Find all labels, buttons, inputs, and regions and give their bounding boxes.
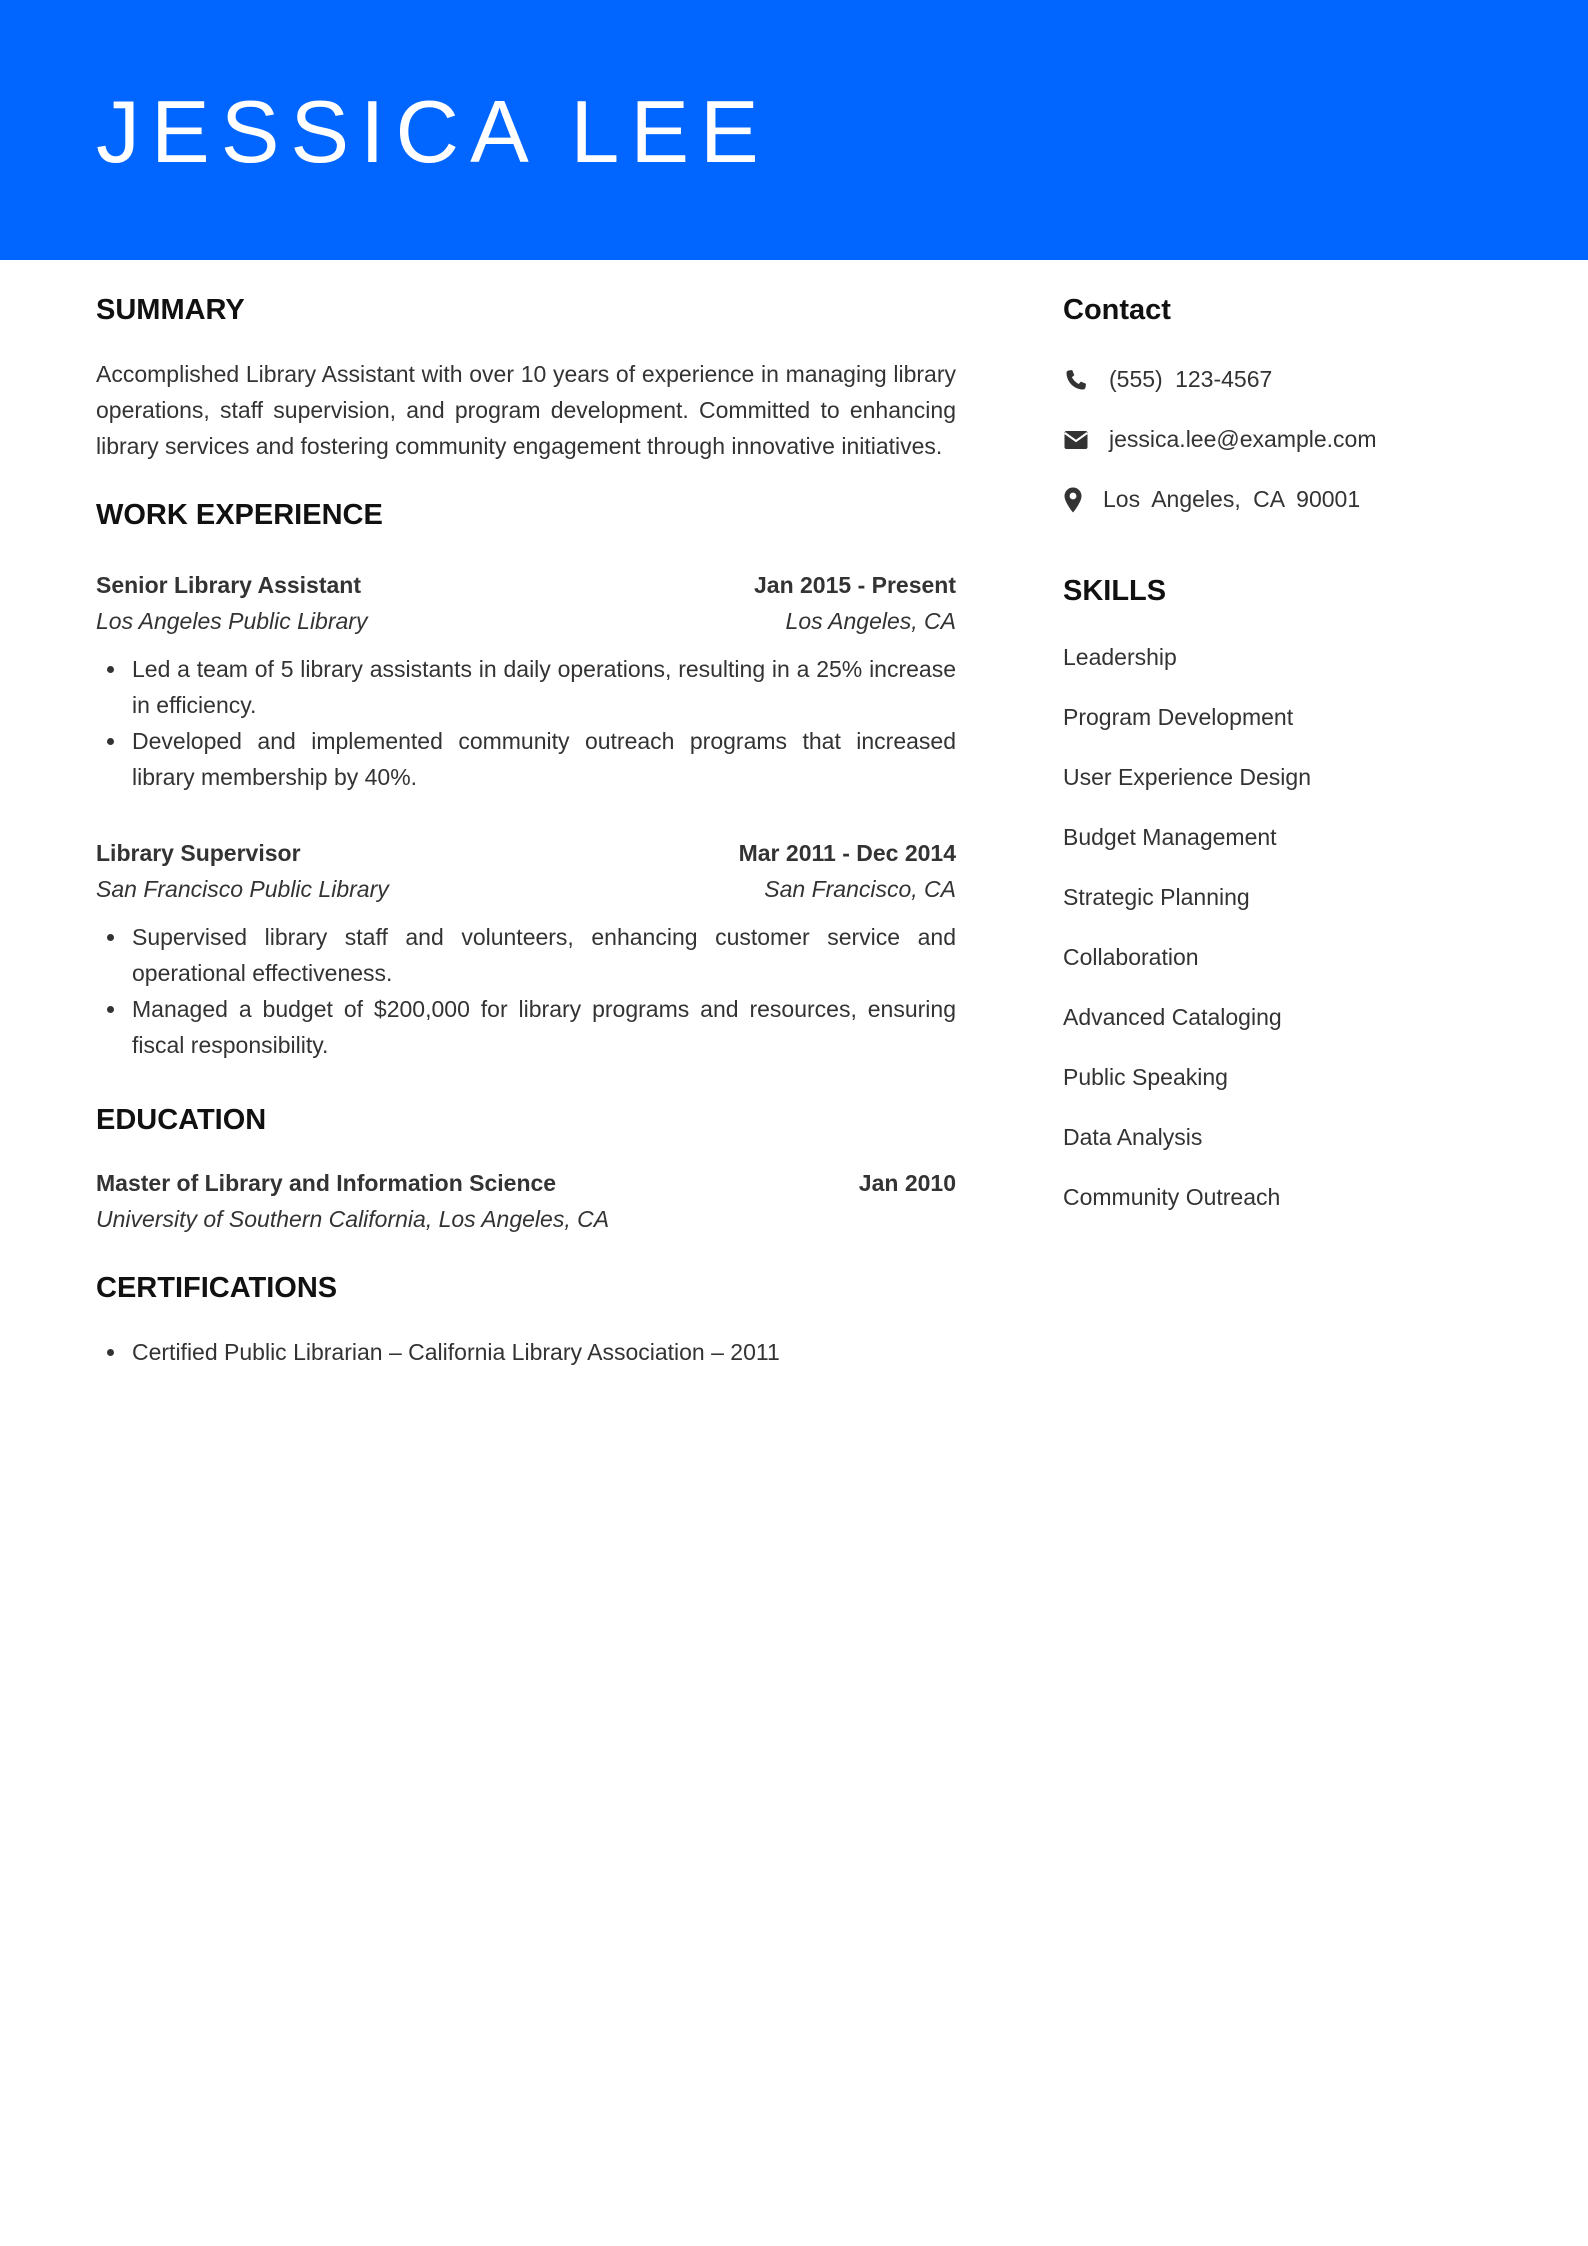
contact-email-text: jessica.lee@example.com xyxy=(1109,426,1377,453)
sidebar-column xyxy=(1063,260,1503,1239)
education-entry xyxy=(96,1165,956,1237)
job-entry xyxy=(96,567,956,795)
contact-phone-text: (555) 123-4567 xyxy=(1109,366,1273,393)
skill-item: Program Development xyxy=(1063,703,1294,730)
work-experience-heading: WORK EXPERIENCE xyxy=(96,498,383,531)
envelope-icon xyxy=(1063,427,1089,453)
job-role: Library Supervisor xyxy=(96,839,301,866)
skill-item: User Experience Design xyxy=(1063,763,1312,790)
education-heading: EDUCATION xyxy=(96,1103,267,1136)
contact-list xyxy=(1063,362,1503,518)
certifications-heading: CERTIFICATIONS xyxy=(96,1272,338,1305)
candidate-name: JESSICA LEE xyxy=(96,82,770,181)
skill-item: Leadership xyxy=(1063,643,1177,670)
job-role: Senior Library Assistant xyxy=(96,571,362,598)
certification-item: Certified Public Librarian – California Library Association – 2011 xyxy=(132,1334,956,1370)
job-location: San Francisco, CA xyxy=(764,875,956,902)
phone-icon xyxy=(1063,367,1089,393)
skill-item: Collaboration xyxy=(1063,943,1199,970)
summary-heading: SUMMARY xyxy=(96,294,245,326)
job-entry xyxy=(96,835,956,1063)
school: University of Southern California, Los Angeles, CA xyxy=(96,1206,610,1233)
job-bullet: Developed and implemented community outreach programs that increased library membership by 40%. xyxy=(132,723,956,795)
summary-text: Accomplished Library Assistant with over 10 years of experience in managing library operations, staff supervision, and program development. Committed to enhancing library services and fostering community engagement through innovative initiatives. xyxy=(96,360,956,459)
contact-location xyxy=(1063,482,1503,518)
contact-email xyxy=(1063,422,1503,458)
header-banner xyxy=(0,0,1588,260)
job-dates: Mar 2011 - Dec 2014 xyxy=(738,839,956,866)
degree: Master of Library and Information Science xyxy=(96,1170,557,1197)
job-bullet: Led a team of 5 library assistants in daily operations, resulting in a 25% increase in efficiency. xyxy=(132,651,956,723)
main-column xyxy=(96,260,956,1370)
job-bullet: Supervised library staff and volunteers, enhancing customer service and operational effectiveness. xyxy=(132,919,956,991)
job-employer: Los Angeles Public Library xyxy=(96,607,368,634)
contact-phone xyxy=(1063,362,1503,398)
skills-list xyxy=(1063,639,1503,1215)
certifications-list xyxy=(96,1334,956,1370)
job-location: Los Angeles, CA xyxy=(785,607,956,634)
skill-item: Budget Management xyxy=(1063,823,1277,850)
job-bullets xyxy=(96,651,956,795)
job-dates: Jan 2015 - Present xyxy=(753,571,956,598)
skill-item: Advanced Cataloging xyxy=(1063,1003,1282,1030)
skill-item: Data Analysis xyxy=(1063,1123,1203,1150)
job-bullets xyxy=(96,919,956,1063)
contact-location-text: Los Angeles, CA 90001 xyxy=(1103,486,1361,513)
job-employer: San Francisco Public Library xyxy=(96,875,389,902)
skills-heading: SKILLS xyxy=(1063,574,1167,607)
contact-heading: Contact xyxy=(1063,294,1171,326)
map-pin-icon xyxy=(1063,487,1083,513)
skill-item: Public Speaking xyxy=(1063,1063,1228,1090)
skill-item: Strategic Planning xyxy=(1063,883,1250,910)
skill-item: Community Outreach xyxy=(1063,1183,1281,1210)
degree-date: Jan 2010 xyxy=(858,1170,956,1197)
job-bullet: Managed a budget of $200,000 for library programs and resources, ensuring fiscal responsibility. xyxy=(132,991,956,1063)
